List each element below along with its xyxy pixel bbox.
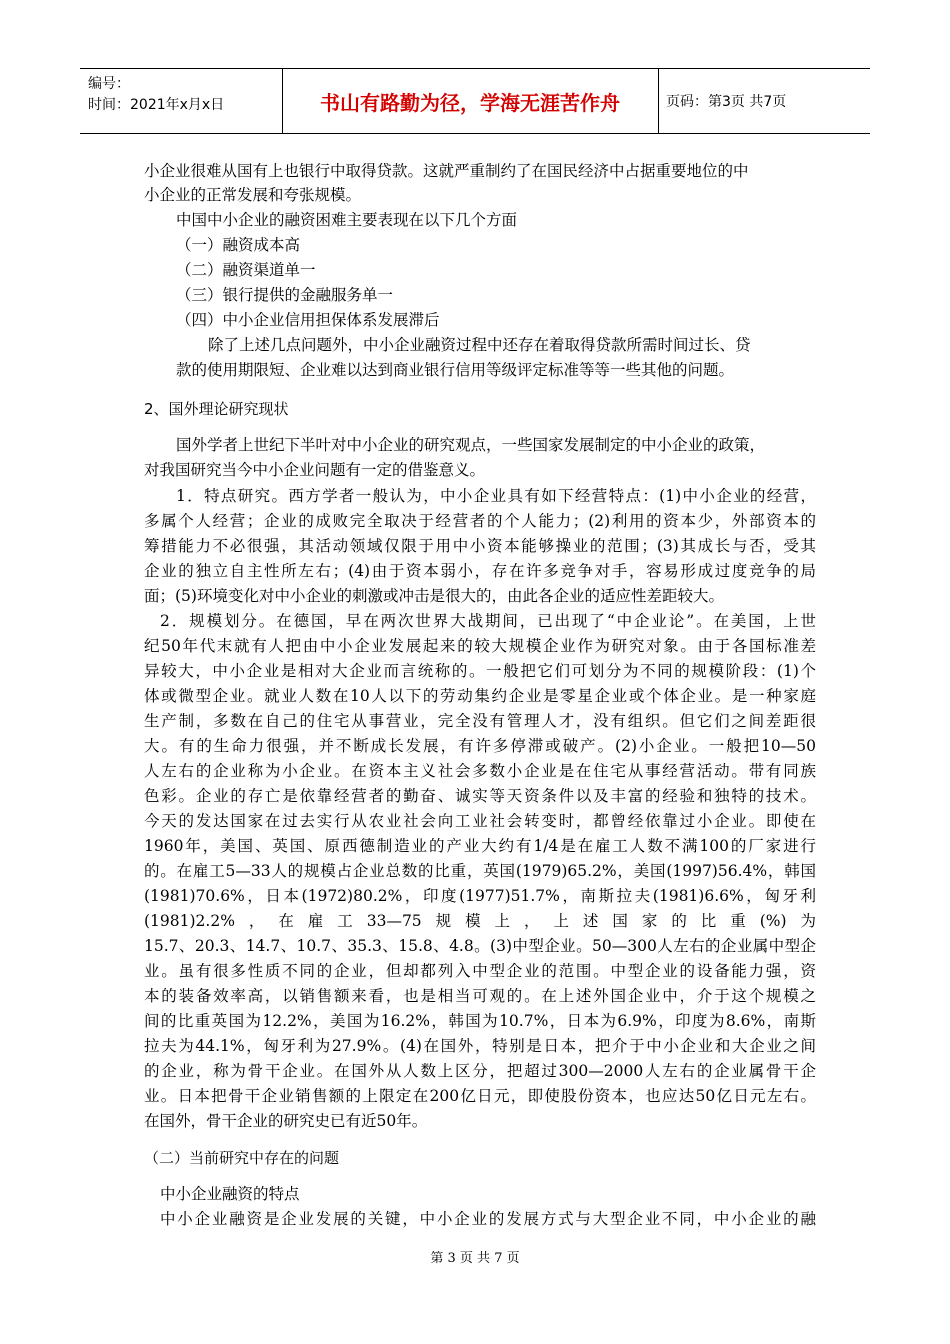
paragraph-line: 1960年，美国、英国、原西德制造业的产业大约有1/4是在雇工人数不满100的厂家进行 bbox=[144, 837, 816, 855]
paragraph-line: 小企业的正常发展和夸张规模。 bbox=[144, 186, 362, 204]
header-page-label: 页码：第3页 共7页 bbox=[666, 94, 787, 110]
header-meta bbox=[88, 74, 224, 116]
paragraph-line: 款的使用期限短、企业难以达到商业银行信用等级评定标准等等一些其他的问题。 bbox=[176, 361, 735, 379]
paragraph-line: 国外学者上世纪下半叶对中小企业的研究观点，一些国家发展制定的中小企业的政策， bbox=[176, 436, 766, 454]
paragraph-line: 企业的独立自主性所左右；(4)由于资本弱小，存在许多竞争对手，容易形成过度竞争的局 bbox=[144, 562, 816, 580]
paragraph-line: 体或微型企业。就业人数在10人以下的劳动集约企业是零星企业或个体企业。是一种家庭 bbox=[144, 687, 816, 705]
header-divider bbox=[658, 68, 659, 134]
list-item: （一）融资成本高 bbox=[176, 236, 301, 254]
list-item: （三）银行提供的金融服务单一 bbox=[176, 286, 394, 304]
paragraph-line: 多属个人经营；企业的成败完全取决于经营者的个人能力；(2)利用的资本少，外部资本的 bbox=[144, 512, 816, 530]
paragraph-line: 人左右的企业称为小企业。在资本主义社会多数小企业是在住宅从事经营活动。带有同族 bbox=[144, 762, 816, 780]
paragraph-line: 纪50年代末就有人把由中小企业发展起来的较大规模企业作为研究对象。由于各国标准差 bbox=[144, 637, 816, 655]
section-heading: （二）当前研究中存在的问题 bbox=[144, 1149, 340, 1167]
paragraph-line: 今天的发达国家在过去实行从农业社会向工业社会转变时，都曾经依靠过小企业。即使在 bbox=[144, 812, 816, 830]
paragraph-line: 业。虽有很多性质不同的企业，但却都列入中型企业的范围。中型企业的设备能力强，资 bbox=[144, 962, 816, 980]
paragraph-line: 间的比重英国为12.2%，美国为16.2%，韩国为10.7%，日本为6.9%，印度为8.6%，南斯 bbox=[144, 1012, 816, 1030]
paragraph-line: 大。有的生命力很强，并不断成长发展，有许多停滞或破产。(2)小企业。一般把10—50 bbox=[144, 737, 816, 755]
paragraph-line: 生产制，多数在自己的住宅从事营业，完全没有管理人才，没有组织。但它们之间差距很 bbox=[144, 712, 816, 730]
paragraph-line: 拉夫为44.1%，匈牙利为27.9%。(4)在国外，特别是日本，把介于中小企业和大企业之间 bbox=[144, 1037, 816, 1055]
paragraph-line: 2．规模划分。在德国，早在两次世界大战期间，已出现了“中企业论”。在美国，上世 bbox=[160, 612, 816, 630]
paragraph-line: 15.7、20.3、14.7、10.7、35.3、15.8、4.8。(3)中型企业。50—300人左右的企业属中型企 bbox=[144, 937, 816, 955]
paragraph-line: (1981)70.6%，日本(1972)80.2%，印度(1977)51.7%，南斯拉夫(1981)6.6%，匈牙利 bbox=[144, 887, 816, 905]
section-heading: 2、国外理论研究现状 bbox=[144, 400, 289, 418]
paragraph-line: 中小企业融资是企业发展的关键，中小企业的发展方式与大型企业不同，中小企业的融 bbox=[160, 1210, 816, 1228]
paragraph-line: 色彩。企业的存亡是依靠经营者的勤奋、诚实等天资条件以及丰富的经验和独特的技术。 bbox=[144, 787, 816, 805]
paragraph-line: 1．特点研究。西方学者一般认为，中小企业具有如下经营特点：(1)中小企业的经营， bbox=[176, 487, 816, 505]
paragraph-line: (1981)2.2%，在雇工33—75规模上，上述国家的比重(%)为 bbox=[144, 912, 816, 930]
paragraph-line: 中小企业融资的特点 bbox=[160, 1185, 300, 1203]
page-header bbox=[80, 68, 870, 134]
paragraph-line: 业。日本把骨干企业销售额的上限定在200亿日元，即使股份资本，也应达50亿日元左右。 bbox=[144, 1087, 816, 1105]
list-item: （四）中小企业信用担保体系发展滞后 bbox=[176, 311, 440, 329]
header-date-label: 时间：2021年x月x日 bbox=[88, 97, 225, 113]
paragraph-line: 面；(5)环境变化对中小企业的刺激或冲击是很大的，由此各企业的适应性差距较大。 bbox=[144, 587, 724, 605]
paragraph-line: 除了上述几点问题外，中小企业融资过程中还存在着取得贷款所需时间过长、贷 bbox=[208, 336, 751, 354]
paragraph-line: 对我国研究当今中小企业问题有一定的借鉴意义。 bbox=[144, 461, 486, 479]
paragraph-line: 的企业，称为骨干企业。在国外从人数上区分，把超过300—2000人左右的企业属骨干企 bbox=[144, 1062, 816, 1080]
header-motto: 书山有路勤为径，学海无涯苦作舟 bbox=[320, 90, 620, 115]
paragraph-line: 异较大，中小企业是相对大企业而言统称的。一般把它们可划分为不同的规模阶段：(1)个 bbox=[144, 662, 816, 680]
paragraph-line: 中国中小企业的融资困难主要表现在以下几个方面 bbox=[176, 211, 518, 229]
paragraph-line: 小企业很难从国有上也银行中取得贷款。这就严重制约了在国民经济中占据重要地位的中 bbox=[144, 162, 749, 180]
header-code-label: 编号： bbox=[88, 76, 130, 92]
paragraph-line: 筹措能力不必很强，其活动领域仅限于用中小资本能够操业的范围；(3)其成长与否，受其 bbox=[144, 537, 816, 555]
page-footer: 第 3 页 共 7 页 bbox=[430, 1251, 520, 1266]
paragraph-line: 的。在雇工5—33人的规模占企业总数的比重，英国(1979)65.2%，美国(1997)56.4%，韩国 bbox=[144, 862, 816, 880]
list-item: （二）融资渠道单一 bbox=[176, 261, 316, 279]
paragraph-line: 在国外，骨干企业的研究史已有近50年。 bbox=[144, 1112, 428, 1130]
paragraph-line: 本的装备效率高，以销售额来看，也是相当可观的。在上述外国企业中，介于这个规模之 bbox=[144, 987, 816, 1005]
